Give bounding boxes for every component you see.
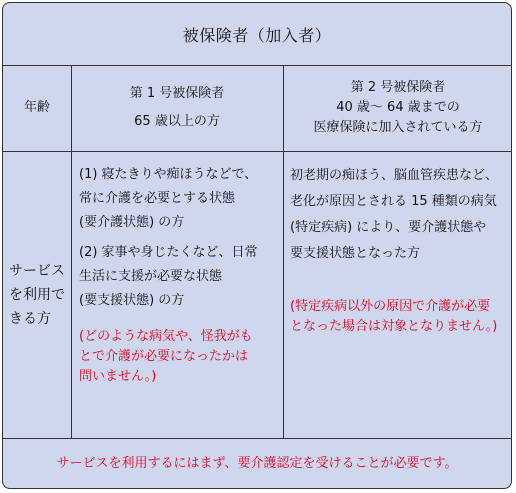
second-insured-note-line-2: となった場合は対象となりません。) [290,319,498,334]
second-insured-body-line-3: (特定疾病) により、要介護状態や [290,220,487,235]
service-label-line-3: きる方 [9,310,51,327]
first-insured-item2-line-1: (2) 家事や身じたくなど、日常 [79,245,258,260]
second-insured-body-line-1: 初老期の痴ほう、脳血管疾患など、 [290,168,499,183]
first-insured-item2-line-3: (要支援状態) の方 [79,293,185,308]
age-label: 年齢 [23,100,50,115]
second-insured-age-line-2: 医療保険に加入されている方 [313,120,483,135]
first-insured-heading: 第 1 号被保険者 [129,86,225,101]
first-insured-item1-line-2: 常に介護を必要とする状態 [79,191,236,206]
age-label-cell [3,65,71,151]
second-insured-age-line-1: 40 歳〜 64 歳までの [336,100,460,115]
second-insured-body-line-4: 要支援状態となった方 [290,246,421,261]
table-title: 被保険者（加入者） [182,25,332,45]
first-insured-item2-line-2: 生活に支援が必要な状態 [79,269,223,284]
first-insured-header-cell [71,65,283,151]
first-insured-note-line-1: (どのような病気や、怪我がも [79,329,253,344]
second-insured-heading: 第 2 号被保険者 [350,80,446,95]
first-insured-note-line-3: 問いません。) [79,369,157,384]
divider-under-age-row [3,151,511,152]
footer-note-cell [3,439,511,489]
insured-persons-table [2,2,512,489]
first-insured-note-line-2: とで介護が必要になったかは [79,349,249,364]
service-label-cell [3,151,71,438]
first-insured-note [79,327,279,387]
service-label-line-1: サービス [9,262,65,279]
service-label-line-2: を利用で [9,286,65,303]
second-insured-note [290,297,512,337]
first-insured-item1-line-1: (1) 寝たきりや痴ほうなどで、 [79,167,258,182]
first-insured-age: 65 歳以上の方 [134,114,220,129]
second-insured-note-line-1: (特定疾病以外の原因で介護が必要 [290,299,491,314]
first-insured-item1-line-3: (要介護状態) の方 [79,215,185,230]
second-insured-eligibility-cell [290,163,512,337]
second-insured-body-line-2: 老化が原因とされる 15 種類の病気 [290,194,497,209]
second-insured-header-cell [284,65,512,151]
footer-note: サービスを利用するにはまず、要介護認定を受けることが必要です。 [56,456,458,471]
first-insured-eligibility-cell [79,163,279,387]
